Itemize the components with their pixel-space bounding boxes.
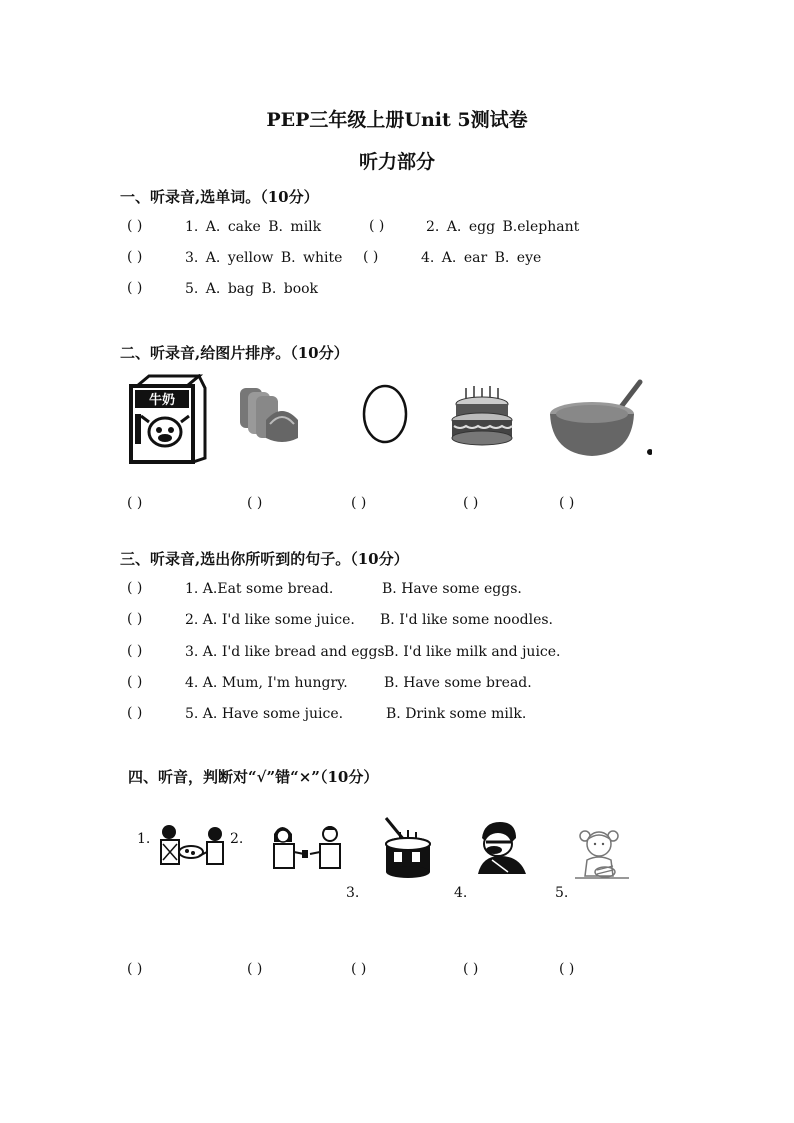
answer-blank[interactable]: ( ): [127, 580, 143, 596]
bread-icon: [236, 380, 310, 450]
answer-blank[interactable]: ( ): [127, 218, 143, 234]
answer-blank[interactable]: ( ): [127, 280, 143, 296]
option-b: B. I'd like some noodles.: [380, 612, 554, 628]
answer-blank[interactable]: ( ): [559, 495, 575, 511]
answer-blank[interactable]: ( ): [369, 218, 385, 234]
cake-icon: [446, 384, 518, 448]
picture-number: 5.: [555, 885, 569, 901]
girl-eating-icon: [575, 826, 629, 882]
answer-blank[interactable]: ( ): [363, 249, 379, 265]
answer-blank[interactable]: ( ): [351, 961, 367, 977]
question-text: 3. A. yellow B. white: [185, 250, 343, 266]
picture-number: 3.: [346, 885, 360, 901]
question-text: 4. A. ear B. eye: [421, 250, 542, 266]
option-a: 1. A.Eat some bread.: [185, 581, 334, 597]
answer-blank[interactable]: ( ): [127, 495, 143, 511]
page-title: PEP三年级上册Unit 5测试卷: [266, 109, 528, 131]
birthday-cake-icon: [380, 816, 436, 882]
option-a: 5. A. Have some juice.: [185, 706, 344, 722]
section1-heading: 一、听录音,选单词。（10分）: [120, 188, 319, 206]
picture-number: 2.: [230, 831, 244, 847]
page-subtitle: 听力部分: [358, 151, 435, 173]
option-b: B. I'd like milk and juice.: [384, 644, 561, 660]
milk-carton-icon: [127, 374, 209, 464]
answer-blank[interactable]: ( ): [127, 705, 143, 721]
answer-blank[interactable]: ( ): [463, 495, 479, 511]
option-a: 3. A. I'd like bread and eggs.: [185, 644, 390, 660]
egg-icon: [360, 383, 410, 445]
svg-text:牛奶: 牛奶: [148, 393, 176, 408]
answer-blank[interactable]: ( ): [463, 961, 479, 977]
answer-blank[interactable]: ( ): [127, 611, 143, 627]
question-text: 5. A. bag B. book: [185, 281, 319, 297]
picture-number: 4.: [454, 885, 468, 901]
section4-heading: 四、听音，判断对“√”错“×”（10分）: [128, 768, 379, 786]
picture-number: 1.: [137, 831, 151, 847]
answer-blank[interactable]: ( ): [247, 495, 263, 511]
section3-heading: 三、听录音,选出你所听到的句子。（10分）: [120, 550, 409, 568]
people-sharing-icon: [155, 822, 231, 870]
question-text: 2. A. egg B.elephant: [426, 219, 580, 235]
option-a: 2. A. I'd like some juice.: [185, 612, 355, 628]
answer-blank[interactable]: ( ): [127, 249, 143, 265]
option-b: B. Have some eggs.: [382, 581, 522, 597]
section2-heading: 二、听录音,给图片排序。（10分）: [120, 344, 349, 362]
option-b: B. Have some bread.: [384, 675, 532, 691]
answer-blank[interactable]: ( ): [127, 674, 143, 690]
answer-blank[interactable]: ( ): [127, 961, 143, 977]
juice-bowl-icon: [548, 378, 652, 462]
option-a: 4. A. Mum, I'm hungry.: [185, 675, 348, 691]
option-b: B. Drink some milk.: [386, 706, 527, 722]
answer-blank[interactable]: ( ): [559, 961, 575, 977]
answer-blank[interactable]: ( ): [247, 961, 263, 977]
answer-blank[interactable]: ( ): [127, 643, 143, 659]
answer-blank[interactable]: ( ): [351, 495, 367, 511]
two-people-icon: [268, 820, 350, 872]
question-text: 1. A. cake B. milk: [185, 219, 322, 235]
person-eating-icon: [472, 820, 530, 876]
